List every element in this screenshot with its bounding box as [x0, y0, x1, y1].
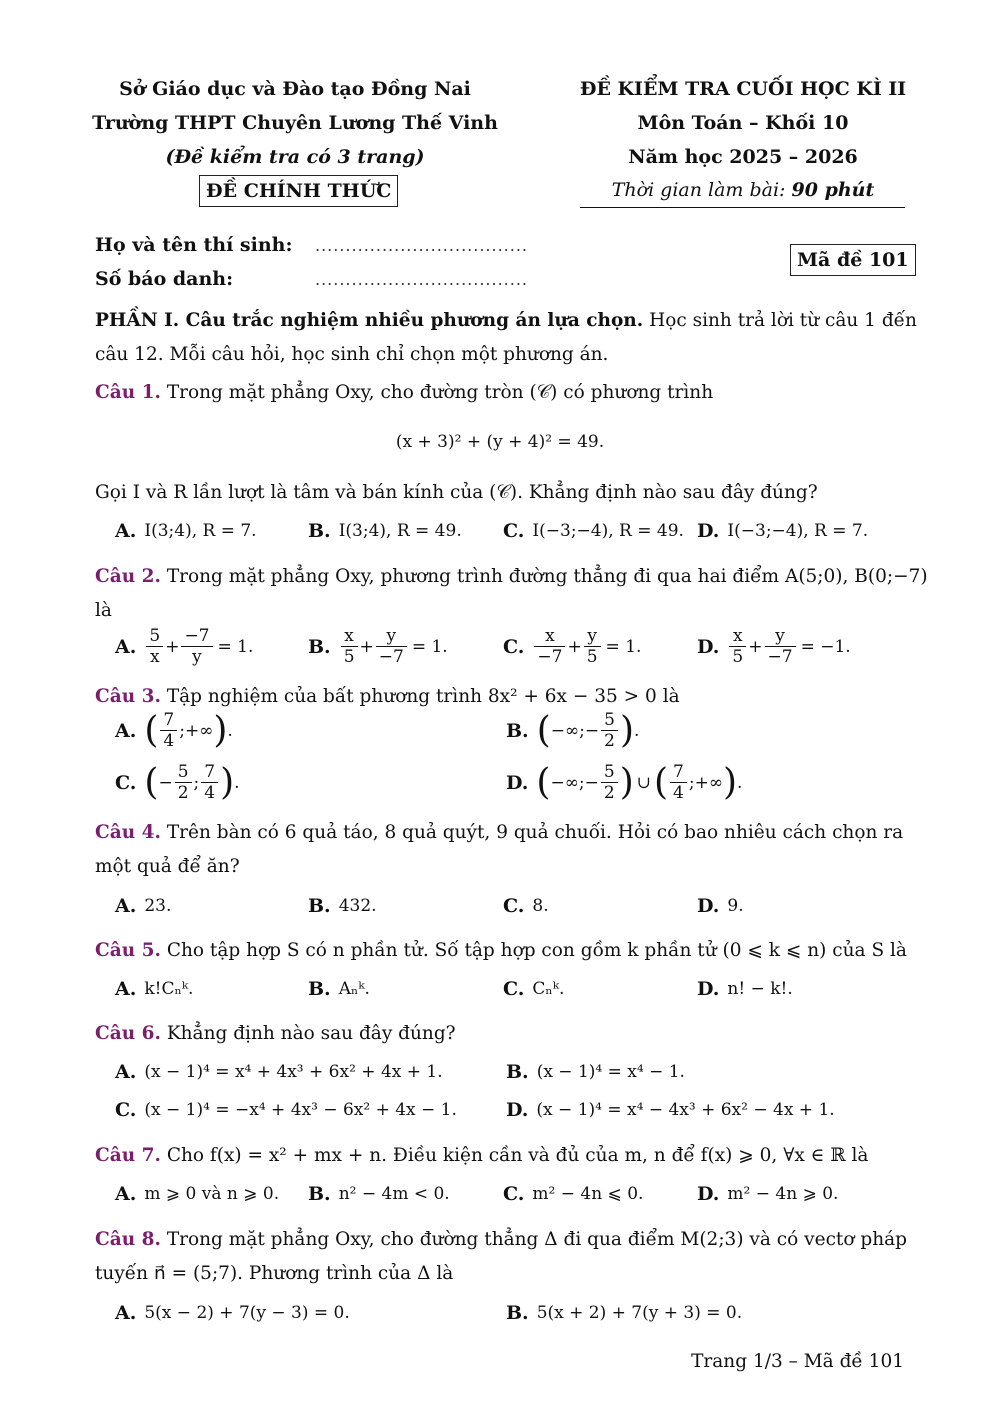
- q2-option-c[interactable]: [503, 626, 641, 667]
- fraction: [601, 710, 618, 751]
- part1-intro-cont: câu 12. Mỗi câu hỏi, học sinh chỉ chọn một phương án.: [95, 344, 609, 365]
- q3-option-b[interactable]: B. ( −∞;− $\frac{5}{2}$ ) .: [506, 709, 640, 751]
- fraction: [765, 626, 796, 667]
- question-2: [95, 566, 928, 587]
- numerator: −7: [181, 626, 212, 647]
- option-text: (x − 1)⁴ = x⁴ − 1.: [536, 1062, 685, 1082]
- question-1-label: Câu 1.: [95, 382, 161, 403]
- left-paren: (: [144, 761, 159, 803]
- question-8-label: Câu 8.: [95, 1229, 161, 1250]
- question-3: [95, 686, 680, 707]
- q4-option-c[interactable]: [503, 895, 549, 917]
- option-letter: A.: [115, 978, 137, 1000]
- option-text: 23.: [144, 896, 172, 916]
- fraction: [175, 762, 192, 803]
- rhs: = −1.: [800, 636, 851, 657]
- fraction: [341, 626, 358, 667]
- numerator: x: [534, 626, 565, 647]
- question-4: [95, 822, 903, 843]
- q7-option-d[interactable]: [697, 1183, 838, 1205]
- q2-option-a[interactable]: [115, 626, 253, 667]
- exam-duration: [578, 179, 908, 201]
- question-2-label: Câu 2.: [95, 566, 161, 587]
- fraction: [670, 762, 687, 803]
- option-text: I(3;4), R = 49.: [338, 521, 462, 541]
- q7-option-c[interactable]: [503, 1183, 643, 1205]
- q3-option-a[interactable]: A. ( $\frac{7}{4}$ ;+∞ ) .: [115, 709, 233, 751]
- option-letter: C.: [503, 520, 525, 542]
- page-footer: Trang 1/3 – Mã đề 101: [691, 1351, 904, 1372]
- denominator: 5: [343, 647, 355, 667]
- school-department: Sở Giáo dục và Đào tạo Đồng Nai: [119, 78, 471, 100]
- question-6-text: Khẳng định nào sau đây đúng?: [166, 1023, 456, 1044]
- right-paren: ): [723, 761, 738, 803]
- fraction: [601, 762, 618, 803]
- option-text: 432.: [338, 896, 377, 916]
- question-4-text: Trên bàn có 6 quả táo, 8 quả quýt, 9 quả chuối. Hỏi có bao nhiêu cách chọn ra: [166, 822, 904, 843]
- duration-value: 90 phút: [791, 179, 875, 201]
- fraction: [376, 626, 407, 667]
- option-letter: D.: [697, 635, 720, 658]
- numerator: 5: [601, 762, 618, 783]
- option-letter: C.: [503, 895, 525, 917]
- part1-intro: Học sinh trả lời từ câu 1 đến: [643, 310, 917, 331]
- numerator: y: [584, 626, 601, 647]
- option-text: Aₙᵏ.: [338, 979, 370, 999]
- numerator: 7: [201, 762, 218, 783]
- student-id-field[interactable]: ...................................: [315, 270, 529, 289]
- denominator: 4: [673, 783, 684, 803]
- option-text: n! − k!.: [727, 979, 793, 999]
- option-letter: A.: [115, 895, 137, 917]
- option-letter: B.: [308, 978, 331, 1000]
- option-text: m² − 4n ⩾ 0.: [727, 1184, 839, 1204]
- interval-head: −: [158, 772, 173, 793]
- rhs: = 1.: [605, 636, 642, 657]
- q5-option-b[interactable]: [308, 978, 370, 1000]
- left-paren: (: [653, 761, 669, 803]
- right-paren: ): [220, 761, 235, 803]
- numerator: 5: [175, 762, 192, 783]
- numerator: 7: [670, 762, 687, 783]
- interval-head: −∞;−: [550, 772, 599, 793]
- question-8-text-2: tuyến n⃗ = (5;7). Phương trình của Δ là: [95, 1263, 454, 1284]
- option-letter: C.: [115, 771, 137, 794]
- question-4-text-2: một quả để ăn?: [95, 856, 240, 877]
- question-1-equation: (x + 3)² + (y + 4)² = 49.: [395, 432, 605, 452]
- q8-option-a[interactable]: [115, 1302, 350, 1324]
- question-6-label: Câu 6.: [95, 1023, 161, 1044]
- q1-option-a[interactable]: [115, 520, 257, 542]
- option-letter: D.: [697, 978, 720, 1000]
- option-letter: B.: [308, 1183, 331, 1205]
- page-count-note: (Đề kiểm tra có 3 trang): [165, 146, 425, 168]
- denominator: −7: [537, 647, 563, 667]
- option-letter: D.: [697, 895, 720, 917]
- q1-option-c[interactable]: [503, 520, 684, 542]
- option-letter: D.: [506, 1099, 529, 1121]
- q6-option-b[interactable]: [506, 1061, 685, 1083]
- option-text: (x − 1)⁴ = −x⁴ + 4x³ − 6x² + 4x − 1.: [144, 1100, 457, 1120]
- q1-option-d[interactable]: [697, 520, 868, 542]
- denominator: 4: [163, 731, 175, 751]
- q8-option-b[interactable]: [506, 1302, 742, 1324]
- denominator: y: [192, 647, 202, 667]
- fraction: [584, 626, 601, 667]
- question-7-label: Câu 7.: [95, 1145, 161, 1166]
- student-name-field[interactable]: ...................................: [315, 236, 529, 255]
- interval-head: −∞;−: [550, 720, 600, 741]
- question-5-label: Câu 5.: [95, 940, 161, 961]
- question-6: [95, 1023, 456, 1044]
- option-text: 8.: [532, 896, 549, 916]
- fraction: [534, 626, 565, 667]
- school-year: Năm học 2025 – 2026: [628, 146, 858, 168]
- question-1-text: Trong mặt phẳng Oxy, cho đường tròn (𝒞) có phương trình: [166, 382, 714, 403]
- option-letter: A.: [115, 1183, 137, 1205]
- q5-option-c[interactable]: [503, 978, 564, 1000]
- rhs: = 1.: [411, 636, 448, 657]
- right-paren: ): [213, 709, 228, 751]
- option-text: I(3;4), R = 7.: [144, 521, 257, 541]
- left-paren: (: [536, 761, 551, 803]
- q6-option-d[interactable]: [506, 1099, 835, 1121]
- q3-option-d[interactable]: D. ( −∞;− $\frac{5}{2}$ ) ∪ ( $\frac{7}{4}$ ;+∞ ) .: [506, 761, 743, 803]
- option-letter: A.: [115, 635, 137, 658]
- option-text: Cₙᵏ.: [532, 979, 565, 999]
- option-letter: A.: [115, 1061, 137, 1083]
- denominator: 4: [204, 783, 216, 803]
- question-2-text-2: là: [95, 600, 112, 621]
- subject-grade: Môn Toán – Khối 10: [637, 112, 849, 134]
- q2-option-b[interactable]: [308, 626, 448, 667]
- denominator: 5: [586, 647, 598, 667]
- option-letter: C.: [503, 978, 525, 1000]
- option-text: (x − 1)⁴ = x⁴ + 4x³ + 6x² + 4x + 1.: [144, 1062, 443, 1082]
- option-letter: A.: [115, 719, 137, 742]
- part1-heading: [95, 310, 917, 331]
- option-text: m ⩾ 0 và n ⩾ 0.: [144, 1184, 280, 1204]
- numerator: x: [341, 626, 358, 647]
- part1-title: PHẦN I. Câu trắc nghiệm nhiều phương án lựa chọn.: [95, 310, 644, 331]
- rhs: = 1.: [217, 636, 254, 657]
- q5-option-a[interactable]: [115, 978, 193, 1000]
- header-divider: [580, 207, 905, 208]
- q4-option-a[interactable]: [115, 895, 171, 917]
- option-letter: D.: [506, 771, 529, 794]
- question-7: [95, 1145, 868, 1166]
- question-3-label: Câu 3.: [95, 686, 161, 707]
- student-id-label: Số báo danh:: [95, 268, 234, 290]
- fraction: [201, 762, 218, 803]
- option-text: 5(x + 2) + 7(y + 3) = 0.: [536, 1303, 743, 1323]
- option-letter: B.: [308, 520, 331, 542]
- denominator: −7: [767, 647, 793, 667]
- option-text: (x − 1)⁴ = x⁴ − 4x³ + 6x² − 4x + 1.: [536, 1100, 835, 1120]
- fraction: [160, 710, 177, 751]
- denominator: −7: [378, 647, 404, 667]
- question-2-text: Trong mặt phẳng Oxy, phương trình đường thẳng đi qua hai điểm A(5;0), B(0;−7): [166, 566, 928, 587]
- option-text: m² − 4n ⩽ 0.: [532, 1184, 644, 1204]
- question-8: [95, 1229, 907, 1250]
- option-text: n² − 4m < 0.: [338, 1184, 450, 1204]
- q7-option-a[interactable]: [115, 1183, 279, 1205]
- q2-option-d[interactable]: [697, 626, 851, 667]
- question-8-text: Trong mặt phẳng Oxy, cho đường thẳng Δ đi qua điểm M(2;3) và có vectơ pháp: [166, 1229, 908, 1250]
- operator: +: [165, 636, 180, 657]
- exam-title: ĐỀ KIỂM TRA CUỐI HỌC KÌ II: [579, 78, 907, 100]
- q1-option-b[interactable]: [308, 520, 462, 542]
- q4-option-b[interactable]: [308, 895, 377, 917]
- operator: +: [748, 636, 763, 657]
- fraction: [181, 626, 212, 667]
- exam-code-badge: Mã đề 101: [790, 244, 916, 276]
- question-5: [95, 940, 907, 961]
- q3-option-c[interactable]: C. ( − $\frac{5}{2}$ ; $\frac{7}{4}$ ) .: [115, 761, 240, 803]
- q5-option-d[interactable]: [697, 978, 793, 1000]
- q7-option-b[interactable]: [308, 1183, 450, 1205]
- option-letter: D.: [697, 1183, 720, 1205]
- official-exam-badge: ĐỀ CHÍNH THỨC: [199, 175, 398, 207]
- operator: +: [567, 636, 582, 657]
- q4-option-d[interactable]: [697, 895, 744, 917]
- fraction: [729, 626, 746, 667]
- option-letter: C.: [503, 635, 525, 658]
- denominator: 2: [604, 731, 615, 751]
- option-text: k!Cₙᵏ.: [144, 979, 194, 999]
- right-paren: ): [619, 709, 634, 751]
- option-text: I(−3;−4), R = 7.: [727, 521, 869, 541]
- option-letter: D.: [697, 520, 720, 542]
- question-1: [95, 382, 713, 403]
- numerator: 5: [601, 710, 618, 731]
- numerator: 5: [146, 626, 163, 647]
- q6-option-c[interactable]: [115, 1099, 457, 1121]
- left-paren: (: [144, 709, 159, 751]
- duration-label: Thời gian làm bài:: [611, 179, 786, 201]
- option-letter: A.: [115, 520, 137, 542]
- option-text: 5(x − 2) + 7(y − 3) = 0.: [144, 1303, 350, 1323]
- numerator: y: [376, 626, 407, 647]
- option-letter: B.: [506, 719, 529, 742]
- option-letter: A.: [115, 1302, 137, 1324]
- option-letter: B.: [308, 635, 331, 658]
- fraction: [146, 626, 163, 667]
- denominator: 2: [177, 783, 189, 803]
- question-5-text: Cho tập hợp S có n phần tử. Số tập hợp con gồm k phần tử (0 ⩽ k ⩽ n) của S là: [166, 940, 907, 961]
- option-text: I(−3;−4), R = 49.: [532, 521, 684, 541]
- student-name-label: Họ và tên thí sinh:: [95, 234, 293, 256]
- denominator: x: [149, 647, 160, 667]
- option-letter: C.: [115, 1099, 137, 1121]
- option-letter: B.: [506, 1302, 529, 1324]
- union-symbol: ∪: [636, 772, 651, 793]
- question-7-text: Cho f(x) = x² + mx + n. Điều kiện cần và đủ của m, n để f(x) ⩾ 0, ∀x ∈ ℝ là: [166, 1145, 869, 1166]
- numerator: 7: [160, 710, 177, 731]
- option-letter: B.: [506, 1061, 529, 1083]
- left-paren: (: [536, 709, 551, 751]
- operator: +: [359, 636, 374, 657]
- right-paren: ): [619, 761, 634, 803]
- school-name: Trường THPT Chuyên Lương Thế Vinh: [92, 112, 498, 134]
- option-text: 9.: [727, 896, 744, 916]
- option-letter: C.: [503, 1183, 525, 1205]
- interval-tail: ;+∞: [179, 720, 214, 741]
- question-1-text-2: Gọi I và R lần lượt là tâm và bán kính của (𝒞). Khẳng định nào sau đây đúng?: [95, 482, 818, 503]
- numerator: x: [729, 626, 746, 647]
- numerator: y: [765, 626, 796, 647]
- interval-tail: ;+∞: [688, 772, 723, 793]
- denominator: 5: [732, 647, 744, 667]
- question-4-label: Câu 4.: [95, 822, 161, 843]
- question-3-text: Tập nghiệm của bất phương trình 8x² + 6x − 35 > 0 là: [166, 686, 680, 707]
- denominator: 2: [603, 783, 615, 803]
- q6-option-a[interactable]: [115, 1061, 443, 1083]
- option-letter: B.: [308, 895, 331, 917]
